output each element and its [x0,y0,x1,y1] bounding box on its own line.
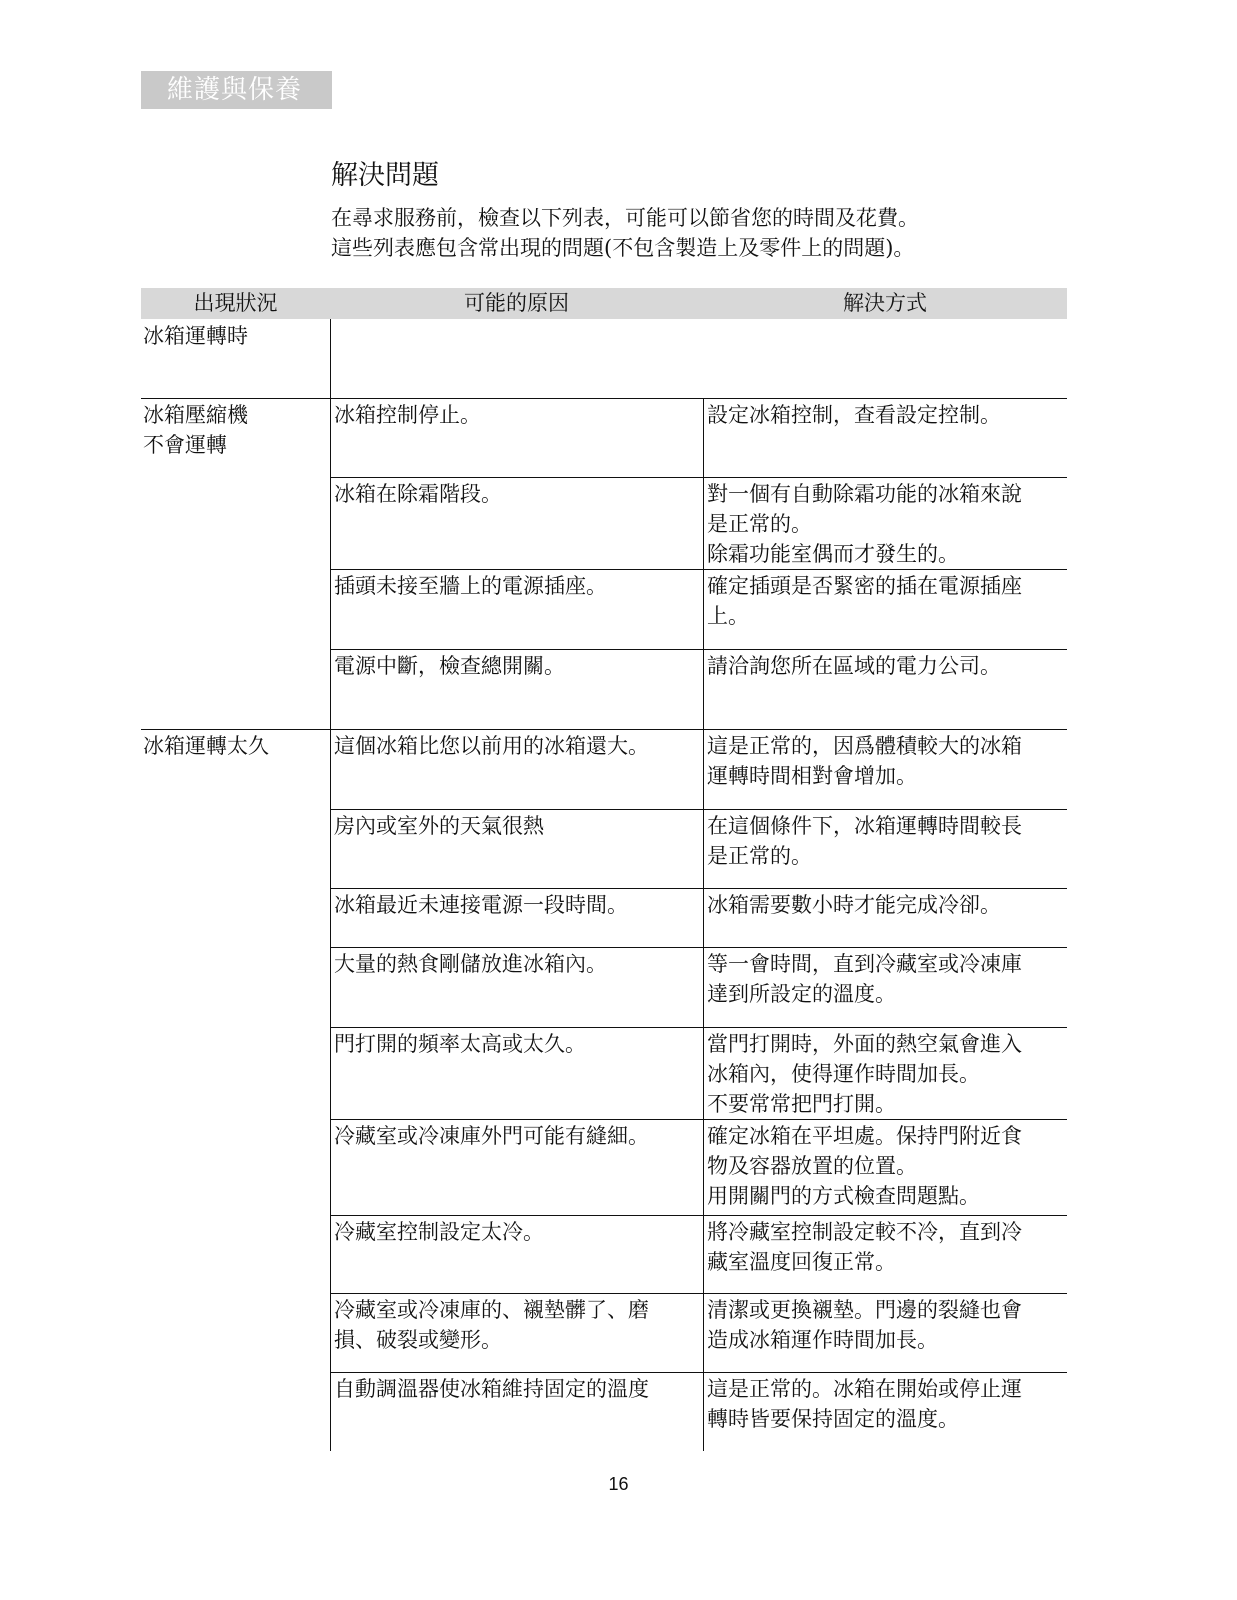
cell-line: 冰箱壓縮機 [143,403,248,427]
solution-cell [707,1121,1067,1211]
cell-line: 冷藏室或冷凍庫外門可能有縫細。 [334,1124,649,1148]
solution-cell [707,811,1067,871]
table-row [141,319,1067,398]
cell-line: 造成冰箱運作時間加長。 [707,1328,938,1352]
table-row [141,888,1067,947]
header-cause: 可能的原因 [464,291,569,315]
cell-line: 電源中斷，檢查總開關。 [334,654,565,678]
solution-cell [707,651,1067,681]
cell-line: 確定插頭是否緊密的插在電源插座 [707,574,1022,598]
solution-cell [707,949,1067,1009]
row-divider [330,888,1067,889]
cell-line: 門打開的頻率太高或太久。 [334,1032,586,1056]
solution-cell [707,1217,1067,1277]
solution-cell [707,890,1067,920]
page-title: 解決問題 [331,160,439,191]
cell-line: 當門打開時，外面的熱空氣會進入 [707,1032,1022,1056]
cell-line: 清潔或更換襯墊。門邊的裂縫也會 [707,1298,1022,1322]
table-row [141,947,1067,1027]
cause-cell [334,1217,704,1247]
table-header [141,288,1067,319]
solution-cell [707,400,1067,430]
cause-cell [334,479,704,509]
cell-line: 用開關門的方式檢查問題點。 [707,1184,980,1208]
cell-line: 大量的熱食剛儲放進冰箱內。 [334,952,607,976]
cell-line: 是正常的。 [707,844,812,868]
table-row [141,477,1067,569]
cell-line: 達到所設定的溫度。 [707,982,896,1006]
cell-line: 冷藏室或冷凍庫的、襯墊髒了、磨 [334,1298,649,1322]
row-divider [330,477,1067,478]
table-row [141,1119,1067,1215]
cell-line: 運轉時間相對會增加。 [707,764,917,788]
cell-line: 在這個條件下，冰箱運轉時間較長 [707,814,1022,838]
row-divider [330,947,1067,948]
cell-line: 冰箱需要數小時才能完成冷卻。 [707,893,1001,917]
cell-line: 自動調溫器使冰箱維持固定的溫度 [334,1377,649,1401]
cause-cell [334,1029,704,1059]
row-divider [330,1027,1067,1028]
condition-cell [143,321,328,351]
table-row [141,729,1067,809]
cell-line: 損、破裂或變形。 [334,1328,502,1352]
table-row [141,1027,1067,1119]
solution-cell [707,731,1067,791]
cause-cell [334,811,704,841]
row-divider [330,1215,1067,1216]
intro-text [331,203,919,263]
table-row [141,569,1067,649]
page-number: 16 [608,1474,629,1494]
cell-line: 轉時皆要保持固定的溫度。 [707,1407,959,1431]
solution-cell [707,1029,1067,1119]
cell-line: 等一會時間，直到冷藏室或冷凍庫 [707,952,1022,976]
row-divider [330,569,1067,570]
cell-line: 請洽詢您所在區域的電力公司。 [707,654,1001,678]
cell-line: 不要常常把門打開。 [707,1092,896,1116]
table-row [141,1293,1067,1372]
row-divider [330,1119,1067,1120]
row-divider [141,398,1067,399]
table-row [141,398,1067,477]
cell-line: 插頭未接至牆上的電源插座。 [334,574,607,598]
cell-line: 確定冰箱在平坦處。保持門附近食 [707,1124,1022,1148]
header-condition: 出現狀況 [193,291,278,315]
table-row [141,649,1067,729]
cell-line: 將冷藏室控制設定較不冷，直到冷 [707,1220,1022,1244]
cell-line: 這個冰箱比您以前用的冰箱還大。 [334,734,649,758]
header-solution: 解決方式 [843,291,927,315]
cause-cell [334,949,704,979]
row-divider [330,809,1067,810]
cell-line: 冰箱在除霜階段。 [334,482,502,506]
table-row [141,1215,1067,1293]
cell-line: 冰箱最近未連接電源一段時間。 [334,893,628,917]
table-row [141,809,1067,888]
row-divider [330,1372,1067,1373]
section-tab: 維護與保養 [141,71,332,109]
intro-line: 這些列表應包含常出現的問題(不包含製造上及零件上的問題)。 [331,236,915,260]
cell-line: 設定冰箱控制，查看設定控制。 [707,403,1001,427]
cell-line: 藏室溫度回復正常。 [707,1250,896,1274]
condition-cell [143,731,328,761]
row-divider [330,649,1067,650]
solution-cell [707,1374,1067,1434]
cell-line: 對一個有自動除霜功能的冰箱來說 [707,482,1022,506]
solution-cell [707,479,1067,569]
cell-line: 冰箱運轉太久 [143,734,269,758]
cell-line: 冰箱運轉時 [143,324,248,348]
cause-cell [334,1121,704,1151]
solution-cell [707,571,1067,631]
cause-cell [334,651,704,681]
cell-line: 冰箱控制停止。 [334,403,481,427]
troubleshooting-table [141,288,1067,1431]
condition-cell [143,400,328,460]
solution-cell [707,1295,1067,1355]
cause-cell [334,400,704,430]
cell-line: 是正常的。 [707,512,812,536]
cause-cell [334,890,704,920]
cell-line: 這是正常的，因爲體積較大的冰箱 [707,734,1022,758]
cell-line: 除霜功能室偶而才發生的。 [707,542,959,566]
cause-cell [334,731,704,761]
cell-line: 不會運轉 [143,433,227,457]
cell-line: 這是正常的。冰箱在開始或停止運 [707,1377,1022,1401]
cell-line: 房內或室外的天氣很熱 [334,814,544,838]
intro-line: 在尋求服務前，檢查以下列表，可能可以節省您的時間及花費。 [331,206,919,230]
table-row [141,1372,1067,1451]
row-divider [330,1293,1067,1294]
cell-line: 冷藏室控制設定太冷。 [334,1220,544,1244]
cause-cell [334,1295,704,1355]
row-divider [141,729,1067,730]
cause-cell [334,1374,704,1404]
cell-line: 物及容器放置的位置。 [707,1154,917,1178]
cell-line: 冰箱內，使得運作時間加長。 [707,1062,980,1086]
cell-line: 上。 [707,604,749,628]
cause-cell [334,571,704,601]
